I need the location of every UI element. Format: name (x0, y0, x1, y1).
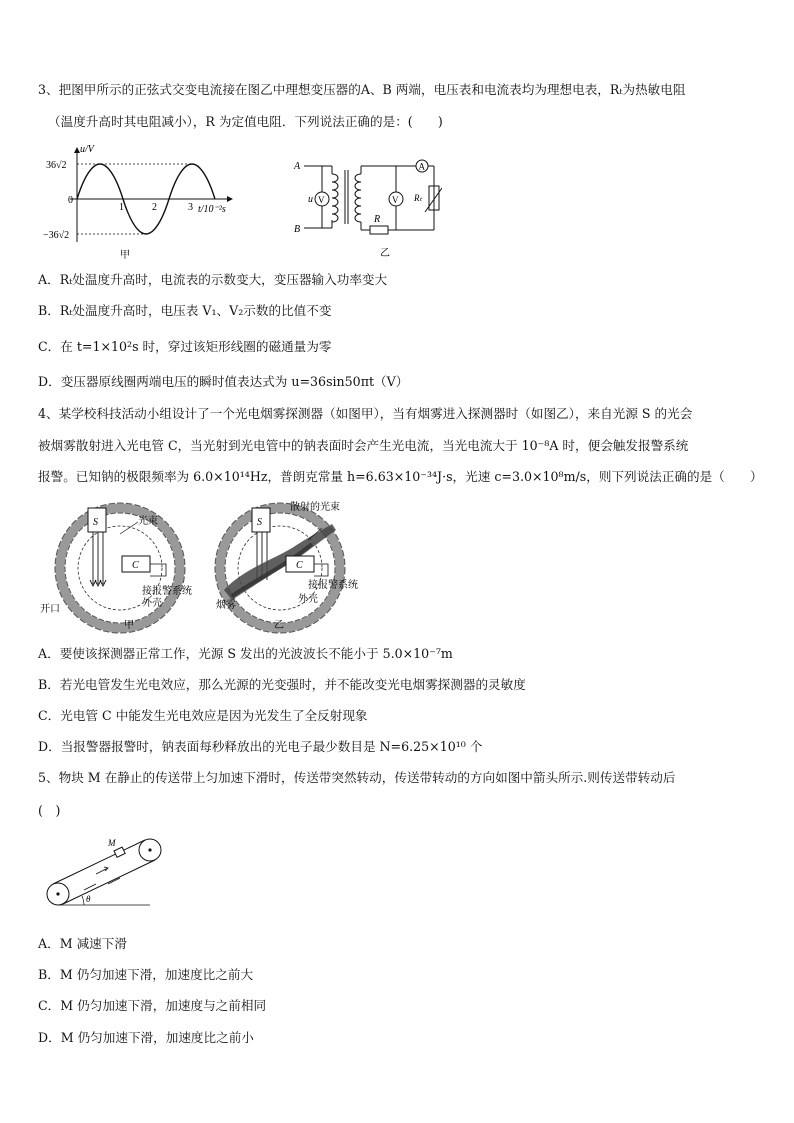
q4-figure-b-detector-with-smoke (212, 500, 382, 635)
label-alarm: 接报警系统 (308, 580, 358, 591)
origin-label: 0 (68, 195, 73, 206)
block-m (114, 847, 125, 857)
q5-figure-conveyor-belt (40, 834, 170, 914)
q4-option-b: B．若光电管发生光电效应，那么光源的光变强时，并不能改变光电烟雾探测器的灵敏度 (38, 677, 526, 692)
q5-stem-line2: ( ) (38, 803, 61, 818)
q4-option-d: D．当报警器报警时，钠表面每秒释放出的光电子最少数目是 N=6.25×10¹⁰ 个 (38, 739, 483, 754)
label-shell: 外壳 (142, 598, 162, 609)
q3-stem-line1: 3、把图甲所示的正弦式交变电流接在图乙中理想变压器的A、B 两端，电压表和电流表均为理想电表，Rₜ为热敏电阻 (38, 82, 686, 97)
label-theta: θ (86, 894, 91, 904)
q5-stem-line1: 5、物块 M 在静止的传送带上匀加速下滑时，传送带突然转动，传送带转动的方向如图中箭头所示.则传送带转动后 (38, 770, 676, 785)
svg-text:A: A (418, 161, 425, 172)
voltage-u-label: u (308, 194, 313, 205)
voltmeter-v1-icon (315, 192, 329, 206)
label-opening: 开口 (40, 604, 60, 615)
q4-stem-line1: 4、某学校科技活动小组设计了一个光电烟雾探测器（如图甲），当有烟雾进入探测器时（如图乙），来自光源 S 的光会 (38, 406, 693, 421)
q5-option-d: D．M 仍匀加速下滑，加速度比之前小 (38, 1030, 254, 1045)
label-m: M (108, 838, 116, 848)
y-axis-label: u/V (80, 144, 94, 155)
ammeter-icon (416, 160, 428, 172)
label-alarm: 接报警系统 (142, 586, 192, 597)
svg-text:V: V (318, 195, 325, 205)
svg-text:S: S (93, 517, 98, 528)
y-tick-negative: −36√2 (43, 230, 70, 241)
q5-option-c: C．M 仍匀加速下滑，加速度与之前相同 (38, 998, 267, 1013)
q3-option-a: A．Rₜ处温度升高时，电流表的示数变大，变压器输入功率变大 (38, 272, 388, 287)
svg-text:C: C (296, 560, 303, 571)
resistor-r-icon (370, 226, 388, 234)
label-beam: 光束 (138, 516, 158, 527)
q3-figure-b-transformer-circuit (292, 152, 442, 262)
svg-text:V: V (392, 195, 399, 205)
svg-text:C: C (132, 560, 139, 571)
q3-option-b: B．Rₜ处温度升高时，电压表 V₁、V₂示数的比值不变 (38, 303, 332, 318)
q4-stem-line3: 报警。已知钠的极限频率为 6.0×10¹⁴Hz，普朗克常量 h=6.63×10⁻³⁴J·s，光速 c=3.0×10⁸m/s，则下列说法正确的是（ ） (38, 469, 763, 484)
figure-b-caption: 乙 (380, 248, 390, 259)
x-axis-unit: t/10⁻²s (198, 204, 226, 215)
q5-option-b: B．M 仍匀加速下滑，加速度比之前大 (38, 967, 254, 982)
q3-stem-line2: （温度升高时其电阻减小），R 为定值电阻．下列说法正确的是：( ) (48, 114, 443, 129)
q4-figure-a-detector (38, 500, 208, 635)
q4-option-c: C．光电管 C 中能发生光电效应是因为光发生了全反射现象 (38, 708, 368, 723)
resistor-r-label: R (374, 214, 381, 225)
y-tick-positive: 36√2 (46, 160, 67, 171)
thermistor-rt-label: Rₜ (414, 193, 423, 203)
q4-stem-line2: 被烟雾散射进入光电管 C，当光射到光电管中的钠表面时会产生光电流，当光电流大于 10⁻⁸A 时，便会触发报警系统 (38, 438, 689, 453)
label-smoke: 烟雾 (216, 600, 236, 611)
q3-option-d: D．变压器原线圈两端电压的瞬时值表达式为 u=36sin50πt（V） (38, 374, 409, 389)
q3-option-c: C．在 t=1×10²s 时，穿过该矩形线圈的磁通量为零 (38, 339, 332, 354)
figure-a-caption: 甲 (124, 620, 134, 631)
label-shell: 外壳 (298, 594, 318, 605)
voltmeter-v2-icon (389, 192, 403, 206)
x-tick-3: 3 (188, 202, 193, 213)
x-tick-1: 1 (119, 202, 124, 213)
q4-option-a: A．要使该探测器正常工作，光源 S 发出的光波波长不能小于 5.0×10⁻⁷m (38, 646, 453, 661)
q5-option-a: A．M 减速下滑 (38, 936, 127, 951)
x-tick-2: 2 (152, 202, 157, 213)
terminal-b-label: B (294, 224, 301, 235)
label-scattered-beam: 散射的光束 (290, 502, 340, 513)
terminal-a-label: A (294, 161, 301, 172)
figure-a-caption: 甲 (120, 250, 130, 261)
svg-text:S: S (257, 517, 262, 528)
figure-b-caption: 乙 (274, 620, 284, 631)
q3-figure-a-sine-graph (40, 142, 250, 264)
